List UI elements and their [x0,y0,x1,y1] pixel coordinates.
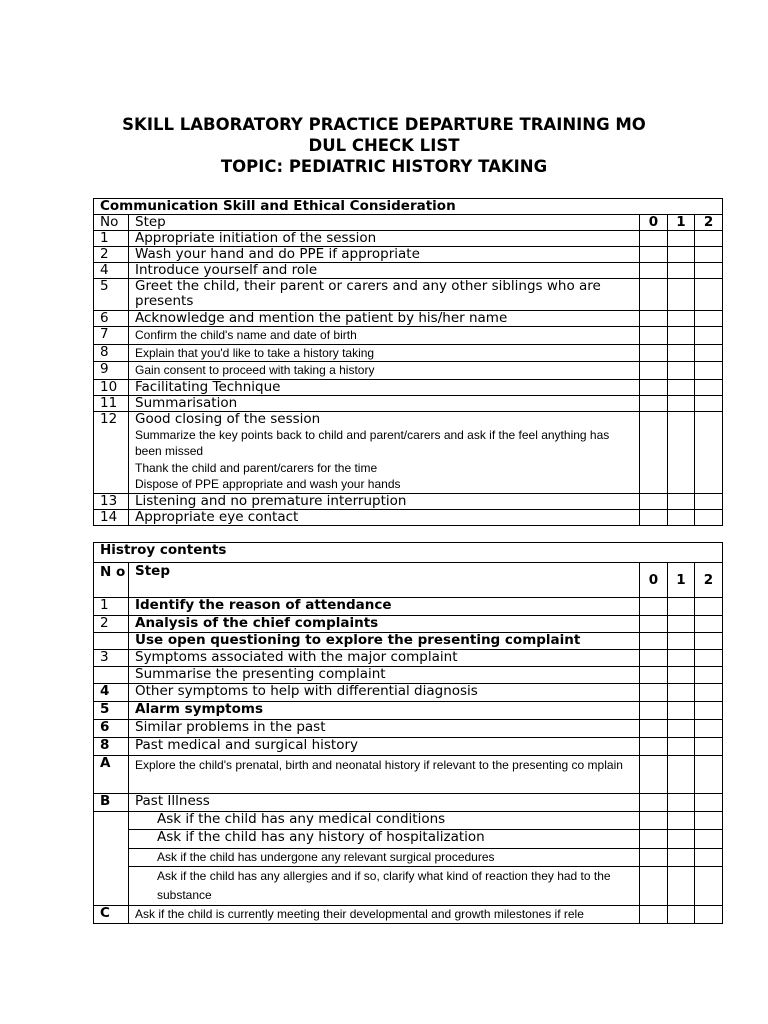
score-cell-0[interactable] [640,867,668,906]
score-cell-1[interactable] [668,794,695,812]
row-step: Summarisation [129,395,640,411]
score-cell-2[interactable] [695,812,723,830]
score-cell-2[interactable] [695,756,723,794]
table-row [94,849,723,867]
score-cell-1[interactable] [668,598,695,616]
row-step: Other symptoms to help with differential diagnosis [129,684,640,702]
row-no: 2 [94,616,129,633]
score-cell-2[interactable] [695,633,723,650]
table-row [94,311,723,327]
title-line-1: SKILL LABORATORY PRACTICE DEPARTURE TRAINING MO [122,115,646,134]
table-row [94,327,723,345]
row-step: Greet the child, their parent or carers and any other siblings who are presents [129,279,640,311]
col-header-score-1: 1 [668,563,695,598]
score-cell-1[interactable] [668,327,695,345]
table-row [94,598,723,616]
score-cell-0[interactable] [640,231,668,247]
score-cell-1[interactable] [668,738,695,756]
score-cell-1[interactable] [668,311,695,327]
score-cell-2[interactable] [695,738,723,756]
score-cell-0[interactable] [640,650,668,667]
score-cell-2[interactable] [695,493,723,509]
row-no: 1 [94,598,129,616]
row-step-text: Ask if the child is currently meeting their developmental and growth milestones if rele [135,907,584,921]
score-cell-0[interactable] [640,311,668,327]
row-step-text: Explain that you'd like to take a history taking [135,345,375,360]
table-row [94,616,723,633]
title-line-2: DUL CHECK LIST [308,136,460,155]
score-cell-1[interactable] [668,509,695,525]
score-cell-2[interactable] [695,906,723,924]
score-cell-2[interactable] [695,849,723,867]
table-row [94,247,723,263]
table-row [94,411,723,493]
row-step [129,327,640,345]
row-step [129,362,640,380]
score-cell-2[interactable] [695,702,723,720]
score-cell-0[interactable] [640,598,668,616]
score-cell-1[interactable] [668,702,695,720]
table-row [94,263,723,279]
table-row [94,830,723,849]
row-no [94,667,129,684]
row-step-text: Ask if the child has undergone any relevant surgical procedures [157,850,495,864]
row-step: Facilitating Technique [129,379,640,395]
row-step [129,906,640,924]
score-cell-0[interactable] [640,362,668,380]
table-row [94,650,723,667]
score-cell-0[interactable] [640,279,668,311]
row-no: 3 [94,650,129,667]
row-no: 12 [94,411,129,493]
score-cell-0[interactable] [640,702,668,720]
row-step-text: Confirm the child's name and date of birth [135,328,357,342]
table-row [94,279,723,311]
col-header-no: N o [94,563,129,598]
score-cell-0[interactable] [640,720,668,738]
score-cell-2[interactable] [695,231,723,247]
col-header-score-2: 2 [695,215,723,231]
row-no: 8 [94,344,129,362]
score-cell-0[interactable] [640,379,668,395]
row-no: 2 [94,247,129,263]
score-cell-2[interactable] [695,830,723,849]
score-cell-1[interactable] [668,650,695,667]
row-step: Analysis of the chief complaints [129,616,640,633]
score-cell-2[interactable] [695,247,723,263]
row-step: Introduce yourself and role [129,263,640,279]
table-row [94,794,723,812]
row-no: 11 [94,395,129,411]
score-cell-0[interactable] [640,667,668,684]
score-cell-2[interactable] [695,263,723,279]
row-no: 5 [94,702,129,720]
row-step: Similar problems in the past [129,720,640,738]
score-cell-2[interactable] [695,311,723,327]
row-step-text: Gain consent to proceed with taking a history [135,363,375,377]
score-cell-1[interactable] [668,667,695,684]
row-no: 5 [94,279,129,311]
score-cell-0[interactable] [640,812,668,830]
score-cell-1[interactable] [668,379,695,395]
score-cell-1[interactable] [668,720,695,738]
score-cell-2[interactable] [695,509,723,525]
score-cell-0[interactable] [640,738,668,756]
row-substep: Thank the child and parent/carers for the time [135,460,378,475]
table-row [94,509,723,525]
row-no: 6 [94,311,129,327]
score-cell-1[interactable] [668,344,695,362]
score-cell-1[interactable] [668,812,695,830]
table-row [94,231,723,247]
score-cell-1[interactable] [668,411,695,493]
section-heading: Histroy contents [94,543,723,563]
row-step [129,756,640,794]
col-header-score-0: 0 [640,563,668,598]
row-substep: Summarize the key points back to child and parent/carers and ask if the feel anything has been missed [135,427,610,458]
col-header-step: Step [129,563,640,598]
row-no: 4 [94,684,129,702]
score-cell-2[interactable] [695,411,723,493]
row-step-text: Explore the child's prenatal, birth and neonatal history if relevant to the presenting co mplain [135,758,623,772]
score-cell-0[interactable] [640,395,668,411]
history-contents-table [93,542,723,924]
score-cell-0[interactable] [640,493,668,509]
score-cell-0[interactable] [640,616,668,633]
score-cell-1[interactable] [668,633,695,650]
score-cell-0[interactable] [640,633,668,650]
row-no: 1 [94,231,129,247]
score-cell-2[interactable] [695,279,723,311]
row-step: Acknowledge and mention the patient by his/her name [129,311,640,327]
score-cell-0[interactable] [640,684,668,702]
row-no: 13 [94,493,129,509]
row-step: Alarm symptoms [129,702,640,720]
score-cell-1[interactable] [668,395,695,411]
score-cell-0[interactable] [640,906,668,924]
score-cell-2[interactable] [695,379,723,395]
table-row [94,738,723,756]
row-no: 14 [94,509,129,525]
row-step [129,344,640,362]
score-cell-0[interactable] [640,849,668,867]
table-row [94,395,723,411]
score-cell-1[interactable] [668,684,695,702]
table-row [94,633,723,650]
row-step-text: Good closing of the session [135,411,321,427]
score-cell-2[interactable] [695,395,723,411]
table-row [94,362,723,380]
row-no: 7 [94,327,129,345]
score-cell-0[interactable] [640,830,668,849]
score-cell-0[interactable] [640,794,668,812]
score-cell-2[interactable] [695,344,723,362]
score-cell-1[interactable] [668,279,695,311]
col-header-score-0: 0 [640,215,668,231]
table-heading-row [94,543,723,563]
row-no: 6 [94,720,129,738]
row-no: 4 [94,263,129,279]
communication-checklist-table [93,198,723,526]
row-step: Wash your hand and do PPE if appropriate [129,247,640,263]
score-cell-1[interactable] [668,231,695,247]
table-row [94,812,723,830]
row-step [129,411,640,493]
score-cell-2[interactable] [695,667,723,684]
col-header-score-1: 1 [668,215,695,231]
score-cell-1[interactable] [668,263,695,279]
col-header-step: Step [129,215,640,231]
score-cell-2[interactable] [695,362,723,380]
score-cell-0[interactable] [640,756,668,794]
table-row [94,667,723,684]
score-cell-1[interactable] [668,247,695,263]
score-cell-0[interactable] [640,247,668,263]
row-no: A [94,756,129,794]
document-title [94,114,674,177]
row-step [129,849,640,867]
score-cell-2[interactable] [695,794,723,812]
table-row [94,756,723,794]
score-cell-0[interactable] [640,327,668,345]
row-step: Appropriate eye contact [129,509,640,525]
row-no: C [94,906,129,924]
score-cell-0[interactable] [640,263,668,279]
row-step: Past medical and surgical history [129,738,640,756]
row-step: Use open questioning to explore the presenting complaint [129,633,640,650]
score-cell-2[interactable] [695,327,723,345]
score-cell-1[interactable] [668,906,695,924]
score-cell-2[interactable] [695,867,723,906]
score-cell-1[interactable] [668,362,695,380]
row-no: 9 [94,362,129,380]
score-cell-1[interactable] [668,756,695,794]
title-line-3: TOPIC: PEDIATRIC HISTORY TAKING [220,157,548,176]
table-row [94,906,723,924]
row-no [94,812,129,906]
col-header-no: No [94,215,129,231]
score-cell-1[interactable] [668,867,695,906]
score-cell-0[interactable] [640,411,668,493]
row-step: Ask if the child has any medical conditions [129,812,640,830]
row-step: Ask if the child has any history of hospitalization [129,830,640,849]
table-heading-row [94,199,723,215]
row-step [129,867,640,906]
score-cell-2[interactable] [695,650,723,667]
score-cell-2[interactable] [695,684,723,702]
section-heading: Communication Skill and Ethical Consideration [94,199,723,215]
score-cell-0[interactable] [640,344,668,362]
table-row [94,493,723,509]
table-row [94,684,723,702]
table-row [94,379,723,395]
score-cell-0[interactable] [640,509,668,525]
row-step-text: Ask if the child has any allergies and if so, clarify what kind of reaction they had to the substance [157,869,611,902]
row-no: 8 [94,738,129,756]
score-cell-2[interactable] [695,616,723,633]
score-cell-1[interactable] [668,493,695,509]
table-row [94,702,723,720]
row-step: Listening and no premature interruption [129,493,640,509]
score-cell-2[interactable] [695,720,723,738]
score-cell-1[interactable] [668,616,695,633]
row-substep: Dispose of PPE appropriate and wash your hands [135,477,401,491]
row-no [94,633,129,650]
table-header-row [94,215,723,231]
table-row [94,344,723,362]
table-header-row [94,563,723,598]
row-no: 10 [94,379,129,395]
score-cell-2[interactable] [695,598,723,616]
row-step: Summarise the presenting complaint [129,667,640,684]
table-row [94,720,723,738]
row-no: B [94,794,129,812]
row-step: Symptoms associated with the major complaint [129,650,640,667]
row-step: Appropriate initiation of the session [129,231,640,247]
table-row [94,867,723,906]
score-cell-1[interactable] [668,849,695,867]
col-header-score-2: 2 [695,563,723,598]
row-step: Past Illness [129,794,640,812]
score-cell-1[interactable] [668,830,695,849]
row-step: Identify the reason of attendance [129,598,640,616]
